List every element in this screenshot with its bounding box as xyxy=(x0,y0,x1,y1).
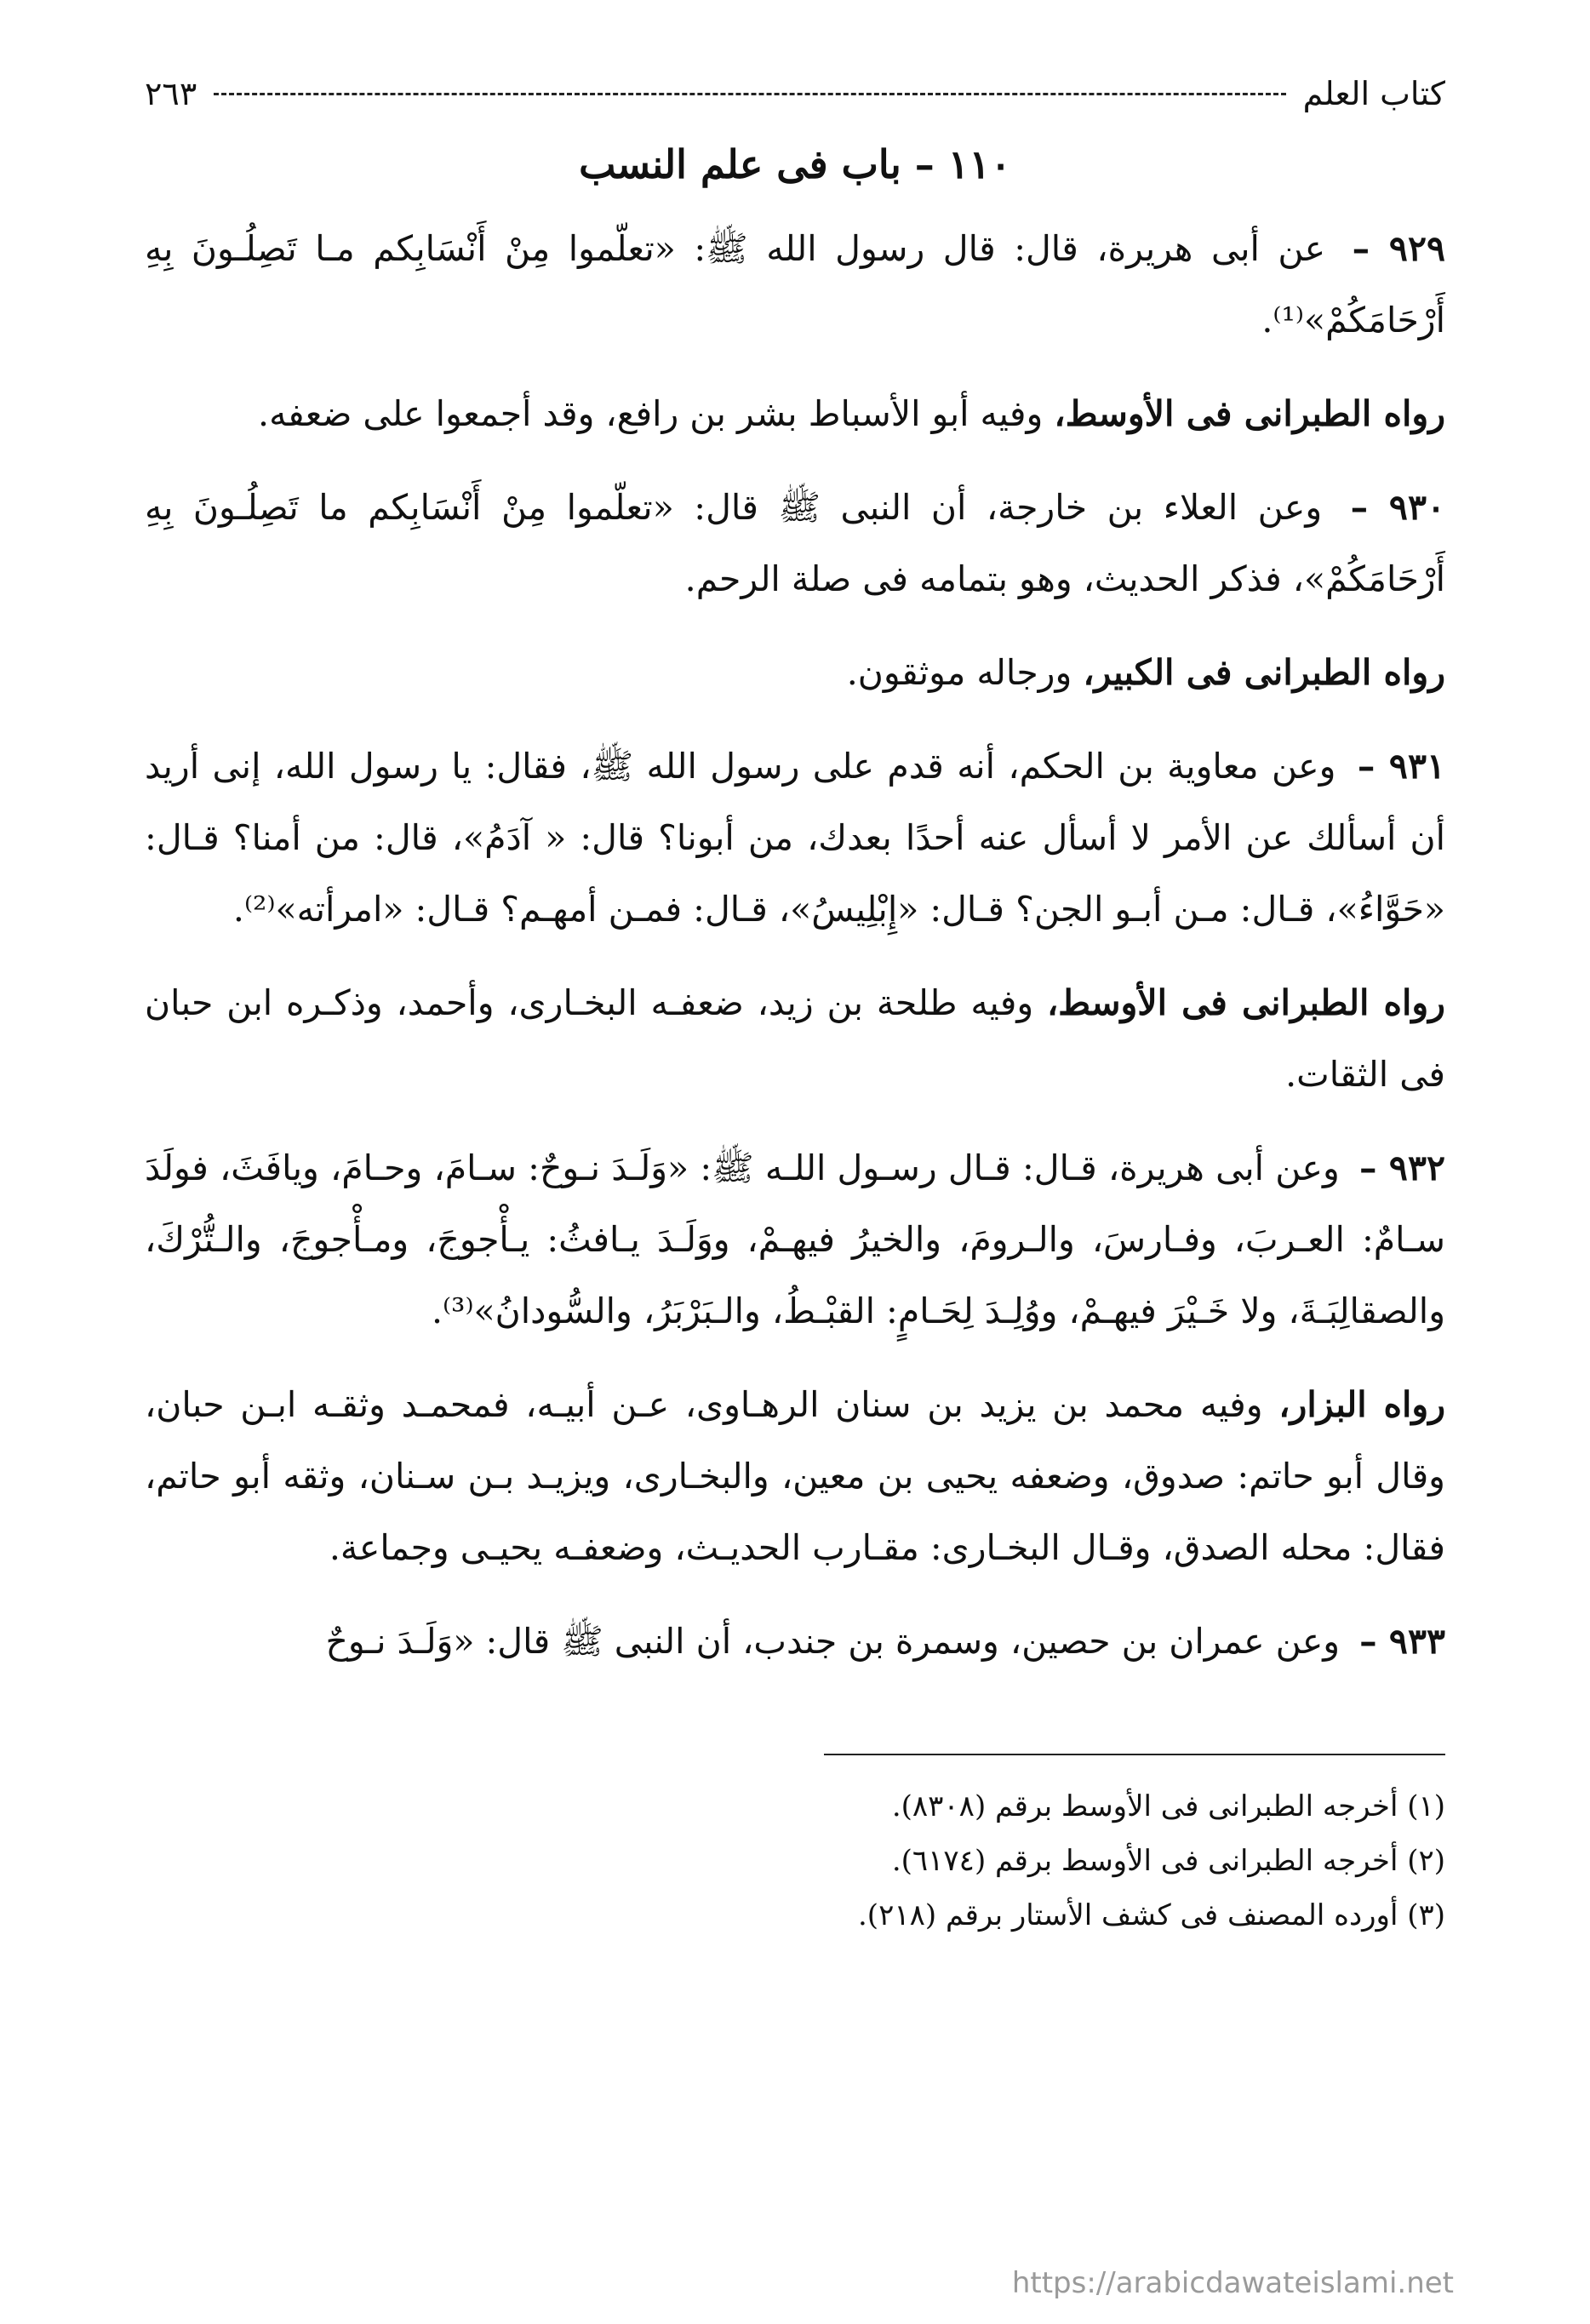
source-text: وفيه طلحة بن زيد، ضعفـه البخـارى، وأحمد، وذكـره ابن حبان فى الثقات. xyxy=(145,982,1445,1095)
hadith-paragraph xyxy=(145,730,1445,945)
chapter-title: ١١٠ – باب فى علم النسب xyxy=(579,141,1011,187)
footnote-separator xyxy=(824,1754,1445,1755)
book-title: كتاب العلم xyxy=(1302,75,1445,112)
source-label: رواه الطبرانى فى الكبير، xyxy=(1083,652,1445,693)
source-paragraph xyxy=(145,637,1445,708)
footnote: (٢) أخرجه الطبرانى فى الأوسط برقم (٦١٧٤). xyxy=(891,1844,1445,1878)
header-dashed-rule xyxy=(214,93,1285,95)
hadith-text: وعن عمران بن حصين، وسمرة بن جندب، أن النبى ﷺ قال: «وَلَـدَ نـوحٌ xyxy=(325,1621,1341,1662)
source-text: وفيه أبو الأسباط بشر بن رافع، وقد أجمعوا على ضعفه. xyxy=(258,393,1044,434)
page-number: ٢٦٣ xyxy=(145,75,197,112)
hadith-paragraph xyxy=(145,472,1445,615)
hadith-number: ٩٣٣ – xyxy=(1359,1621,1445,1662)
source-paragraph xyxy=(145,378,1445,449)
source-paragraph xyxy=(145,1369,1445,1583)
source-label: رواه البزار، xyxy=(1278,1384,1445,1425)
source-label: رواه الطبرانى فى الأوسط، xyxy=(1054,393,1445,434)
hadith-number: ٩٢٩ – xyxy=(1352,228,1445,269)
footnote: (٣) أورده المصنف فى كشف الأستار برقم (٢١٨). xyxy=(858,1898,1445,1932)
hadith-text: عن أبى هريرة، قال: قال رسول الله ﷺ: «تعلّموا مِنْ أَنْسَابِكم مـا تَصِلُـونَ بِهِ أَرْحَامَكُمْ»⁽¹⁾. xyxy=(145,228,1445,341)
source-label: رواه الطبرانى فى الأوسط، xyxy=(1046,982,1445,1023)
running-head xyxy=(145,68,1445,119)
watermark: https://arabicdawateislami.net xyxy=(1011,2266,1454,2300)
source-paragraph xyxy=(145,967,1445,1110)
hadith-text: وعن العلاء بن خارجة، أن النبى ﷺ قال: «تعلّموا مِنْ أَنْسَابِكم ما تَصِلُـونَ بِهِ أَرْحَامَكُمْ»، فذكر الحديث، وهو بتمامه فى صلة الرحم. xyxy=(145,487,1445,599)
footnote: (١) أخرجه الطبرانى فى الأوسط برقم (٨٣٠٨). xyxy=(891,1789,1445,1823)
hadith-number: ٩٣٢ – xyxy=(1358,1148,1445,1188)
source-text: ورجاله موثقون. xyxy=(846,652,1072,693)
hadith-paragraph xyxy=(145,1132,1445,1347)
hadith-number: ٩٣٠ – xyxy=(1350,487,1445,528)
hadith-text: وعن أبى هريرة، قـال: قـال رسـول اللـه ﷺ: «وَلَـدَ نـوحٌ: سـامَ، وحـامَ، ويافَثَ، فولَدَ سـامٌ: العـربَ، وفـارسَ، والـرومَ، والخيرُ فيهـمْ، ووَلَـدَ يـافثُ: يـأْجوجَ، ومـأْجوجَ، والـتُّرْكَ، والصقالِبَـةَ، ولا خَـيْرَ فيهـمْ، ووُلِـدَ لِحَـامٍ: القبْـطُ، والـبَرْبَرُ، والسُّودانُ»⁽³⁾. xyxy=(145,1148,1445,1331)
hadith-paragraph xyxy=(145,213,1445,356)
hadith-text: وعن معاوية بن الحكم، أنه قدم على رسول الله ﷺ، فقال: يا رسول الله، إنى أريد أن أسألك عن الأمر لا أسأل عنه أحدًا بعدك، من أبونا؟ قال: « آدَمُ»، قال: من أمنا؟ قـال: «حَوَّاءُ»، قـال: مـن أبـو الجن؟ قـال: «إِبْلِيسُ»، قـال: فمـن أمهـم؟ قـال: «امرأته»⁽²⁾. xyxy=(145,746,1445,930)
hadith-number: ٩٣١ – xyxy=(1357,746,1445,787)
hadith-paragraph xyxy=(145,1606,1445,1677)
source-text: وفيه محمد بن يزيد بن سنان الرهـاوى، عـن أبيـه، فمحمـد وثقـه ابـن حبان، وقال أبو حاتم: صدوق، وضعفه يحيى بن معين، والبخـارى، ويزيـد بـن سـنان، وثقه أبو حاتم، فقال: محله الصدق، وقـال البخـارى: مقـارب الحديـث، وضعفـه يحيـى وجماعة. xyxy=(145,1384,1445,1568)
footnotes xyxy=(145,1779,1445,1943)
